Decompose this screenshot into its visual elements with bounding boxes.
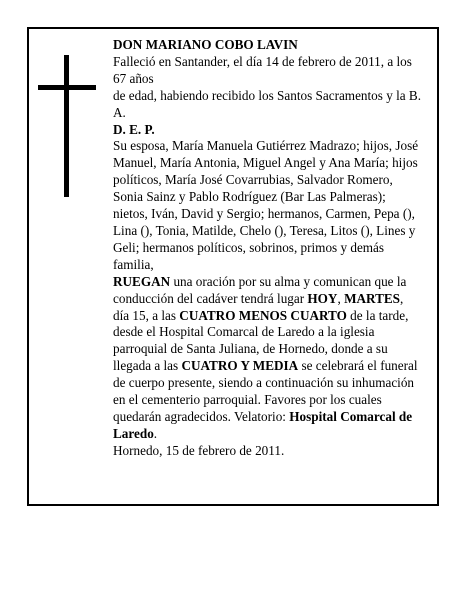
obituary-text xyxy=(113,37,421,460)
deceased-name: DON MARIANO COBO LAVIN xyxy=(113,37,298,52)
request-text-3: , día 15, a las xyxy=(113,290,404,323)
request-text-5: se celebrará el funeral de cuerpo presente, siendo a continuación su inhumación en el cementerio parroquial. Favores por los cuales quedarán agradecidos. Velatorio: xyxy=(113,358,418,424)
arrival-time: CUATRO Y MEDIA xyxy=(181,358,299,374)
family-list: Su esposa, María Manuela Gutiérrez Madrazo; hijos, José Manuel, María Antonia, Miguel Angel y Ana María; hijos políticos, María José Covarrubias, Salvador Romero, Sonia Sainz y Pablo Rodríguez (Bar Las Palmeras); nietos, Iván, David y Sergio; hermanos, Carmen, Pepa (), Lina (), Tonia, Matilde, Chelo (), Teresa, Litos (), Lines y Geli; hermanos políticos, sobrinos, primos y demás familia, xyxy=(113,138,419,272)
request-text-6: . xyxy=(153,425,158,441)
request-text-4: de la tarde, desde el Hospital Comarcal de Laredo a la iglesia parroquial de Santa Juliana, de Hornedo, donde a su llegada a las xyxy=(113,307,409,374)
death-announcement-line-2: de edad, habiendo recibido los Santos Sacramentos y la B. A. xyxy=(113,87,422,120)
funeral-request-paragraph xyxy=(113,274,421,443)
cross-icon-vertical-bar xyxy=(64,55,69,197)
departure-time: CUATRO MENOS CUARTO xyxy=(179,307,347,323)
velatorio-place: Hospital Comarcal de Laredo xyxy=(113,408,413,441)
martes-word: MARTES xyxy=(344,290,401,306)
cross-icon-horizontal-bar xyxy=(38,85,96,90)
request-text-1: una oración por su alma y comunican que la conducción del cadáver tendrá lugar xyxy=(113,273,407,306)
request-text-2: , xyxy=(337,290,345,306)
ruegan-word: RUEGAN xyxy=(113,273,171,289)
place-date: Hornedo, 15 de febrero de 2011. xyxy=(113,442,285,458)
dep-abbreviation: D. E. P. xyxy=(113,121,155,137)
death-announcement-line-1: Falleció en Santander, el día 14 de febrero de 2011, a los 67 años xyxy=(113,53,412,86)
hoy-word: HOY xyxy=(307,290,338,306)
